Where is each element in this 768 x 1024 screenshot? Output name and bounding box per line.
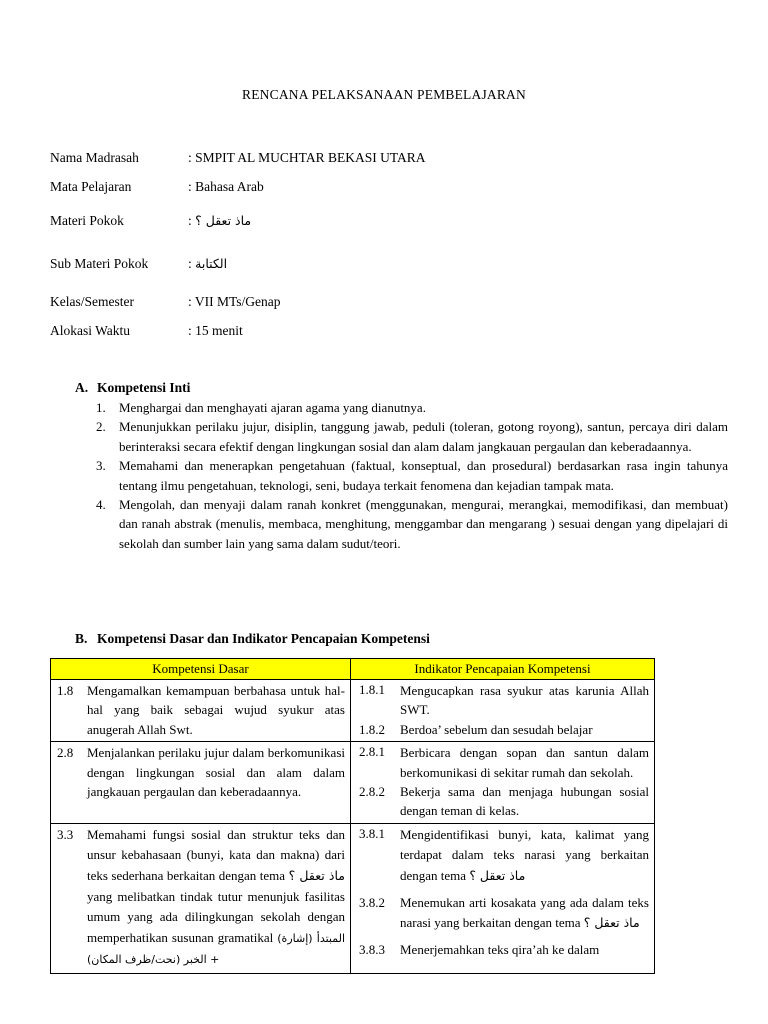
list-text: Menunjukkan perilaku jujur, disiplin, tanggung jawab, peduli (toleran, gotong royong), santun, percaya diri dalam berinteraksi secara efektif dengan lingkungan sosial dan alam dalam jangkauan pergaulan dan keberadaannya. [119,419,728,454]
indicator-text: Menemukan arti kosakata yang ada dalam teks narasi yang berkaitan dengan tema [400,894,649,931]
kompetensi-table [50,658,655,974]
document-title: RENCANA PELAKSANAAN PEMBELAJARAN [242,87,526,102]
indicator-text: Mengidentifikasi bunyi, kata, kalimat yang terdapat dalam teks narasi yang berkaitan dengan tema [400,826,649,884]
indicator-text: Berbicara dengan sopan dan santun dalam berkomunikasi di sekitar rumah dan sekolah. [400,745,649,780]
kd-code: 3.3 [57,826,74,842]
list-number: 3. [96,458,106,474]
section-b-heading [75,631,430,647]
section-title: Kompetensi Inti [97,380,191,395]
identity-value: : Bahasa Arab [188,179,264,194]
indicator-code: 2.8.1 [359,744,385,760]
list-number: 4. [96,497,106,513]
identity-colon: : [188,256,196,271]
indicator-code: 3.8.1 [359,825,385,841]
identity-label: Kelas/Semester [50,294,134,309]
list-item [96,456,728,495]
list-text: Menghargai dan menghayati ajaran agama yang dianutnya. [119,400,426,415]
indicator-code: 3.8.2 [359,894,385,910]
kd-code: 2.8 [57,745,74,761]
kd-code: 1.8 [57,683,74,698]
indicator-code: 3.8.3 [359,941,385,957]
list-item [96,398,728,417]
indicator-text: Bekerja sama dan menjaga hubungan sosial dengan teman di kelas. [400,784,649,819]
table-header-kd: Kompetensi Dasar [51,659,351,680]
indicator-arabic: ماذ تعقل ؟ [583,915,640,931]
table-row [51,680,655,742]
identity-arabic-value: الكتابة [195,256,228,271]
kd-cell [51,823,351,973]
section-letter: B. [75,631,88,646]
list-item [96,417,728,456]
table-header-ipk: Indikator Pencapaian Kompetensi [351,659,655,680]
table-row [51,823,655,973]
kd-text: Memahami fungsi sosial dan struktur teks dan unsur kebahasaan (bunyi, kata dan makna) dari teks sederhana berkaitan dengan tema [87,826,345,884]
kd-arabic-theme: ماذ تعقل ؟ [288,868,346,884]
section-title: Kompetensi Dasar dan Indikator Pencapaian Kompetensi [97,631,430,646]
identity-value: : 15 menit [188,323,243,338]
identity-value [188,256,227,272]
indicator-arabic: ماذ تعقل ؟ [469,868,526,884]
list-text: Mengolah, dan menyaji dalam ranah konkret (menggunakan, mengurai, merangkai, memodifikasi, dan membuat) dan ranah abstrak (menulis, membaca, menghitung, menggambar dan mengarang ) sesuai dengan yang dipelajari di sekolah dan sumber lain yang sama dalam sudut/teori. [119,497,728,551]
indicator-cell [351,823,655,973]
section-letter: A. [75,380,89,395]
kd-cell [51,680,351,742]
list-number: 2. [96,419,106,435]
indicator-text: Mengucapkan rasa syukur atas karunia Allah SWT. [400,683,649,718]
identity-arabic-value: ماذ تعقل ؟ [195,213,252,228]
indicator-code: 2.8.2 [359,784,385,800]
identity-label: Materi Pokok [50,213,124,228]
indicator-code: 1.8.1 [359,682,385,697]
table-row [51,742,655,824]
indicator-cell [351,680,655,742]
kd-text: Menjalankan perilaku jujur dalam berkomunikasi dengan lingkungan sosial dan alam dalam jangkauan pergaulan dan keberadaannya. [87,745,345,800]
table-header-row [51,659,655,680]
kd-text: Mengamalkan kemampuan berbahasa untuk hal-hal yang baik sebagai wujud syukur atas anugerah Allah Swt. [87,683,345,737]
indicator-cell [351,742,655,824]
identity-label: Nama Madrasah [50,150,139,165]
list-text: Memahami dan menerapkan pengetahuan (faktual, konseptual, dan prosedural) berdasarkan rasa ingin tahunya tentang ilmu pengetahuan, teknologi, seni, budaya terkait fenomena dan kejadian tampak mata. [119,458,728,493]
indicator-text: Berdoa’ sebelum dan sesudah belajar [400,721,593,737]
kd-cell [51,742,351,824]
indicator-code: 1.8.2 [359,721,385,737]
identity-value [188,213,251,229]
kompetensi-inti-list [96,398,728,553]
identity-value: : SMPIT AL MUCHTAR BEKASI UTARA [188,150,426,165]
kd-text: yang melibatkan tindak tutur menunjuk fasilitas umum yang ada dilingkungan sekolah dengan memperhatikan susunan gramatikal [87,888,345,945]
identity-colon: : [188,213,196,228]
identity-label: Mata Pelajaran [50,179,132,194]
identity-value: : VII MTs/Genap [188,294,281,309]
indicator-text: Menerjemahkan teks qira’ah ke dalam [400,941,600,957]
section-a-heading [75,380,190,396]
list-number: 1. [96,400,106,415]
identity-label: Sub Materi Pokok [50,256,149,271]
kd-arabic-grammar: المبتدأ (إشارة) + الخبر (نحت/ظرف المكان) [87,931,346,967]
identity-label: Alokasi Waktu [50,323,131,338]
list-item [96,495,728,553]
